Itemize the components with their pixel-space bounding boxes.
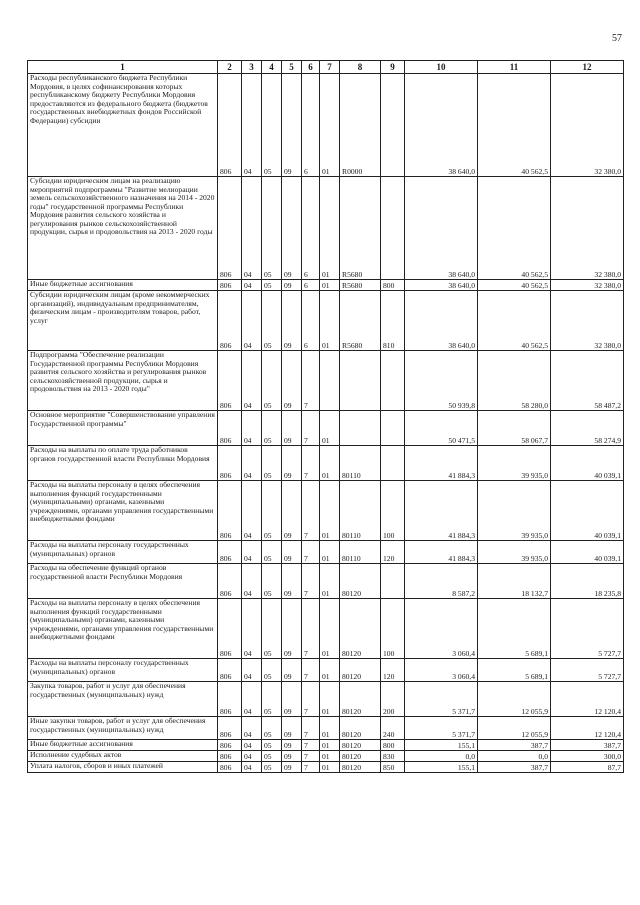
cell-col-7: 01	[320, 74, 340, 177]
cell-col-6: 7	[302, 564, 320, 599]
row-name-cell: Расходы на выплаты персоналу в целях обеспечения выполнения функций государственными (муниципальными) органами, казенными учреждениями, органами управления государственными внебюджетными фондами	[28, 481, 218, 541]
row-name-cell: Расходы на выплаты персоналу в целях обеспечения выполнения функций государственными (муниципальными) органами, казенными учреждениями, органами управления государственными внебюджетными фондами	[28, 599, 218, 659]
cell-col-11: 18 132,7	[478, 564, 551, 599]
col-header-3: 3	[242, 61, 262, 74]
cell-col-12: 5 727,7	[551, 599, 624, 659]
cell-col-11: 58 280,0	[478, 351, 551, 411]
cell-col-2: 806	[218, 351, 242, 411]
table-row	[28, 659, 624, 682]
cell-col-5: 09	[282, 751, 302, 762]
cell-col-7: 01	[320, 564, 340, 599]
cell-col-12: 58 274,9	[551, 411, 624, 446]
cell-col-3: 04	[242, 74, 262, 177]
cell-col-4: 05	[262, 564, 282, 599]
cell-col-10: 0,0	[405, 751, 478, 762]
col-header-5: 5	[282, 61, 302, 74]
cell-col-4: 05	[262, 291, 282, 351]
cell-col-5: 09	[282, 762, 302, 773]
cell-col-7: 01	[320, 751, 340, 762]
cell-col-5: 09	[282, 280, 302, 291]
cell-col-2: 806	[218, 446, 242, 481]
cell-col-10: 50 939,8	[405, 351, 478, 411]
cell-col-7: 01	[320, 280, 340, 291]
cell-col-3: 04	[242, 291, 262, 351]
cell-col-10: 155,1	[405, 762, 478, 773]
cell-col-8: 80120	[340, 751, 381, 762]
row-name-cell: Расходы на выплаты по оплате труда работников органов государственной власти Республики Мордовия	[28, 446, 218, 481]
cell-col-7: 01	[320, 659, 340, 682]
cell-col-4: 05	[262, 446, 282, 481]
table-row	[28, 351, 624, 411]
cell-col-11: 12 055,9	[478, 682, 551, 717]
row-name-cell: Основное мероприятие "Совершенствование управления Государственной программы"	[28, 411, 218, 446]
cell-col-9: 810	[381, 291, 405, 351]
cell-col-9	[381, 74, 405, 177]
cell-col-5: 09	[282, 659, 302, 682]
cell-col-5: 09	[282, 481, 302, 541]
cell-col-9: 120	[381, 659, 405, 682]
row-name-cell: Расходы на выплаты персоналу государственных (муниципальных) органов	[28, 541, 218, 564]
cell-col-12: 32 380,0	[551, 74, 624, 177]
cell-col-5: 09	[282, 411, 302, 446]
cell-col-4: 05	[262, 659, 282, 682]
cell-col-3: 04	[242, 411, 262, 446]
cell-col-4: 05	[262, 280, 282, 291]
cell-col-6: 7	[302, 751, 320, 762]
cell-col-6: 7	[302, 682, 320, 717]
row-name-cell: Расходы на обеспечение функций органов государственной власти Республики Мордовия	[28, 564, 218, 599]
cell-col-11: 5 689,1	[478, 659, 551, 682]
row-name-cell: Уплата налогов, сборов и иных платежей	[28, 762, 218, 773]
col-header-8: 8	[340, 61, 381, 74]
cell-col-5: 09	[282, 717, 302, 740]
cell-col-7: 01	[320, 682, 340, 717]
row-name-cell: Иные закупки товаров, работ и услуг для обеспечения государственных (муниципальных) нужд	[28, 717, 218, 740]
cell-col-5: 09	[282, 541, 302, 564]
cell-col-10: 5 371,7	[405, 682, 478, 717]
cell-col-10: 38 640,0	[405, 291, 478, 351]
cell-col-11: 0,0	[478, 751, 551, 762]
table-row	[28, 291, 624, 351]
table-row	[28, 541, 624, 564]
cell-col-12: 40 039,1	[551, 541, 624, 564]
cell-col-12: 87,7	[551, 762, 624, 773]
cell-col-9: 850	[381, 762, 405, 773]
cell-col-11: 39 935,0	[478, 446, 551, 481]
cell-col-7: 01	[320, 446, 340, 481]
cell-col-7: 01	[320, 740, 340, 751]
row-name-cell: Закупка товаров, работ и услуг для обеспечения государственных (муниципальных) нужд	[28, 682, 218, 717]
cell-col-11: 387,7	[478, 762, 551, 773]
cell-col-10: 41 884,3	[405, 481, 478, 541]
cell-col-3: 04	[242, 564, 262, 599]
col-header-7: 7	[320, 61, 340, 74]
cell-col-6: 7	[302, 351, 320, 411]
row-name-cell: Исполнение судебных актов	[28, 751, 218, 762]
cell-col-5: 09	[282, 177, 302, 280]
cell-col-2: 806	[218, 177, 242, 280]
col-header-12: 12	[551, 61, 624, 74]
cell-col-5: 09	[282, 351, 302, 411]
cell-col-10: 3 060,4	[405, 659, 478, 682]
cell-col-7: 01	[320, 599, 340, 659]
table-row	[28, 717, 624, 740]
cell-col-5: 09	[282, 599, 302, 659]
table-row	[28, 751, 624, 762]
cell-col-4: 05	[262, 599, 282, 659]
cell-col-4: 05	[262, 740, 282, 751]
cell-col-2: 806	[218, 659, 242, 682]
cell-col-10: 5 371,7	[405, 717, 478, 740]
row-name-cell: Подпрограмма "Обеспечение реализации Государственной программы Республики Мордовия развития сельского хозяйства и регулирования рынков сельскохозяйственной продукции, сырья и продовольствия на 2013 - 2020 годы"	[28, 351, 218, 411]
cell-col-9	[381, 351, 405, 411]
header-row	[28, 61, 624, 74]
cell-col-7: 01	[320, 291, 340, 351]
col-header-10: 10	[405, 61, 478, 74]
cell-col-2: 806	[218, 599, 242, 659]
cell-col-2: 806	[218, 74, 242, 177]
cell-col-8: 80110	[340, 481, 381, 541]
cell-col-7: 01	[320, 762, 340, 773]
col-header-1: 1	[28, 61, 218, 74]
cell-col-11: 39 935,0	[478, 481, 551, 541]
col-header-2: 2	[218, 61, 242, 74]
cell-col-6: 7	[302, 659, 320, 682]
cell-col-6: 7	[302, 411, 320, 446]
cell-col-8	[340, 351, 381, 411]
cell-col-8: R5680	[340, 291, 381, 351]
cell-col-11: 5 689,1	[478, 599, 551, 659]
cell-col-8: R0000	[340, 74, 381, 177]
cell-col-8: 80110	[340, 446, 381, 481]
cell-col-9: 240	[381, 717, 405, 740]
cell-col-3: 04	[242, 762, 262, 773]
cell-col-8: R5680	[340, 280, 381, 291]
cell-col-3: 04	[242, 717, 262, 740]
row-name-cell: Иные бюджетные ассигнования	[28, 280, 218, 291]
cell-col-7: 01	[320, 411, 340, 446]
cell-col-10: 38 640,0	[405, 280, 478, 291]
cell-col-8: 80120	[340, 717, 381, 740]
row-name-cell: Расходы на выплаты персоналу государственных (муниципальных) органов	[28, 659, 218, 682]
cell-col-9	[381, 177, 405, 280]
table-row	[28, 411, 624, 446]
cell-col-6: 7	[302, 481, 320, 541]
table-row	[28, 762, 624, 773]
cell-col-9: 100	[381, 481, 405, 541]
cell-col-4: 05	[262, 541, 282, 564]
cell-col-6: 7	[302, 740, 320, 751]
cell-col-12: 32 380,0	[551, 177, 624, 280]
cell-col-12: 12 120,4	[551, 682, 624, 717]
cell-col-8: 80120	[340, 762, 381, 773]
cell-col-3: 04	[242, 446, 262, 481]
col-header-11: 11	[478, 61, 551, 74]
cell-col-2: 806	[218, 682, 242, 717]
cell-col-5: 09	[282, 564, 302, 599]
col-header-9: 9	[381, 61, 405, 74]
cell-col-11: 40 562,5	[478, 280, 551, 291]
cell-col-4: 05	[262, 411, 282, 446]
cell-col-9	[381, 446, 405, 481]
cell-col-5: 09	[282, 74, 302, 177]
row-name-cell: Иные бюджетные ассигнования	[28, 740, 218, 751]
cell-col-4: 05	[262, 351, 282, 411]
cell-col-2: 806	[218, 291, 242, 351]
cell-col-6: 6	[302, 177, 320, 280]
cell-col-6: 6	[302, 74, 320, 177]
cell-col-2: 806	[218, 411, 242, 446]
cell-col-8: 80120	[340, 740, 381, 751]
cell-col-12: 387,7	[551, 740, 624, 751]
cell-col-9: 830	[381, 751, 405, 762]
cell-col-7: 01	[320, 177, 340, 280]
cell-col-7: 01	[320, 717, 340, 740]
cell-col-6: 7	[302, 446, 320, 481]
cell-col-9: 200	[381, 682, 405, 717]
row-name-cell: Расходы республиканского бюджета Республики Мордовия, в целях софинансирования которых республиканскому бюджету Республики Мордовия предоставляются из федерального бюджета (бюджетов государственных внебюджетных фондов Российской Федерации) субсидии	[28, 74, 218, 177]
cell-col-3: 04	[242, 280, 262, 291]
col-header-4: 4	[262, 61, 282, 74]
cell-col-12: 5 727,7	[551, 659, 624, 682]
table-row	[28, 682, 624, 717]
cell-col-6: 7	[302, 762, 320, 773]
cell-col-5: 09	[282, 446, 302, 481]
cell-col-2: 806	[218, 740, 242, 751]
cell-col-9: 120	[381, 541, 405, 564]
cell-col-5: 09	[282, 682, 302, 717]
cell-col-10: 38 640,0	[405, 74, 478, 177]
cell-col-8: 80110	[340, 541, 381, 564]
cell-col-10: 50 471,5	[405, 411, 478, 446]
table-row	[28, 481, 624, 541]
cell-col-4: 05	[262, 762, 282, 773]
cell-col-4: 05	[262, 481, 282, 541]
table-row	[28, 446, 624, 481]
cell-col-11: 40 562,5	[478, 291, 551, 351]
cell-col-12: 32 380,0	[551, 280, 624, 291]
cell-col-3: 04	[242, 599, 262, 659]
cell-col-12: 40 039,1	[551, 481, 624, 541]
table-row	[28, 74, 624, 177]
cell-col-3: 04	[242, 751, 262, 762]
cell-col-10: 41 884,3	[405, 446, 478, 481]
cell-col-6: 7	[302, 717, 320, 740]
cell-col-10: 38 640,0	[405, 177, 478, 280]
cell-col-10: 155,1	[405, 740, 478, 751]
cell-col-12: 40 039,1	[551, 446, 624, 481]
cell-col-4: 05	[262, 682, 282, 717]
cell-col-2: 806	[218, 762, 242, 773]
cell-col-2: 806	[218, 564, 242, 599]
cell-col-8: 80120	[340, 599, 381, 659]
cell-col-6: 7	[302, 541, 320, 564]
cell-col-5: 09	[282, 291, 302, 351]
cell-col-6: 6	[302, 291, 320, 351]
cell-col-4: 05	[262, 74, 282, 177]
cell-col-12: 12 120,4	[551, 717, 624, 740]
cell-col-10: 8 587,2	[405, 564, 478, 599]
page-number: 57	[612, 33, 622, 44]
cell-col-2: 806	[218, 717, 242, 740]
cell-col-2: 806	[218, 481, 242, 541]
cell-col-8: R5680	[340, 177, 381, 280]
cell-col-6: 6	[302, 280, 320, 291]
cell-col-3: 04	[242, 481, 262, 541]
cell-col-12: 300,0	[551, 751, 624, 762]
cell-col-11: 39 935,0	[478, 541, 551, 564]
table-row	[28, 740, 624, 751]
table-row	[28, 280, 624, 291]
row-name-cell: Субсидии юридическим лицам (кроме некоммерческих организаций), индивидуальным предпринимателям, физическим лицам - производителям товаров, работ, услуг	[28, 291, 218, 351]
row-name-cell: Субсидии юридическим лицам на реализацию мероприятий подпрограммы "Развитие мелиорации земель сельскохозяйственного назначения на 2014 - 2020 годы" государственной программы Республики Мордовия развития сельского хозяйства и регулирования рынков сельскохозяйственной продукции, сырья и продовольствия на 2013 - 2020 годы	[28, 177, 218, 280]
cell-col-9	[381, 564, 405, 599]
cell-col-11: 58 067,7	[478, 411, 551, 446]
cell-col-7: 01	[320, 541, 340, 564]
cell-col-3: 04	[242, 682, 262, 717]
cell-col-3: 04	[242, 659, 262, 682]
cell-col-11: 387,7	[478, 740, 551, 751]
cell-col-8: 80120	[340, 682, 381, 717]
cell-col-8: 80120	[340, 564, 381, 599]
col-header-6: 6	[302, 61, 320, 74]
cell-col-7	[320, 351, 340, 411]
cell-col-12: 58 487,2	[551, 351, 624, 411]
cell-col-2: 806	[218, 280, 242, 291]
cell-col-11: 12 055,9	[478, 717, 551, 740]
cell-col-11: 40 562,5	[478, 177, 551, 280]
table-row	[28, 564, 624, 599]
cell-col-5: 09	[282, 740, 302, 751]
cell-col-10: 3 060,4	[405, 599, 478, 659]
cell-col-11: 40 562,5	[478, 74, 551, 177]
cell-col-3: 04	[242, 541, 262, 564]
cell-col-9: 100	[381, 599, 405, 659]
cell-col-4: 05	[262, 751, 282, 762]
table-row	[28, 177, 624, 280]
cell-col-2: 806	[218, 541, 242, 564]
cell-col-3: 04	[242, 351, 262, 411]
cell-col-6: 7	[302, 599, 320, 659]
cell-col-4: 05	[262, 717, 282, 740]
cell-col-2: 806	[218, 751, 242, 762]
budget-table	[27, 60, 624, 773]
cell-col-7: 01	[320, 481, 340, 541]
cell-col-8: 80120	[340, 659, 381, 682]
cell-col-9: 800	[381, 280, 405, 291]
cell-col-8	[340, 411, 381, 446]
cell-col-10: 41 884,3	[405, 541, 478, 564]
cell-col-12: 18 235,8	[551, 564, 624, 599]
cell-col-4: 05	[262, 177, 282, 280]
table-row	[28, 599, 624, 659]
cell-col-9	[381, 411, 405, 446]
cell-col-3: 04	[242, 177, 262, 280]
cell-col-3: 04	[242, 740, 262, 751]
cell-col-12: 32 380,0	[551, 291, 624, 351]
cell-col-9: 800	[381, 740, 405, 751]
